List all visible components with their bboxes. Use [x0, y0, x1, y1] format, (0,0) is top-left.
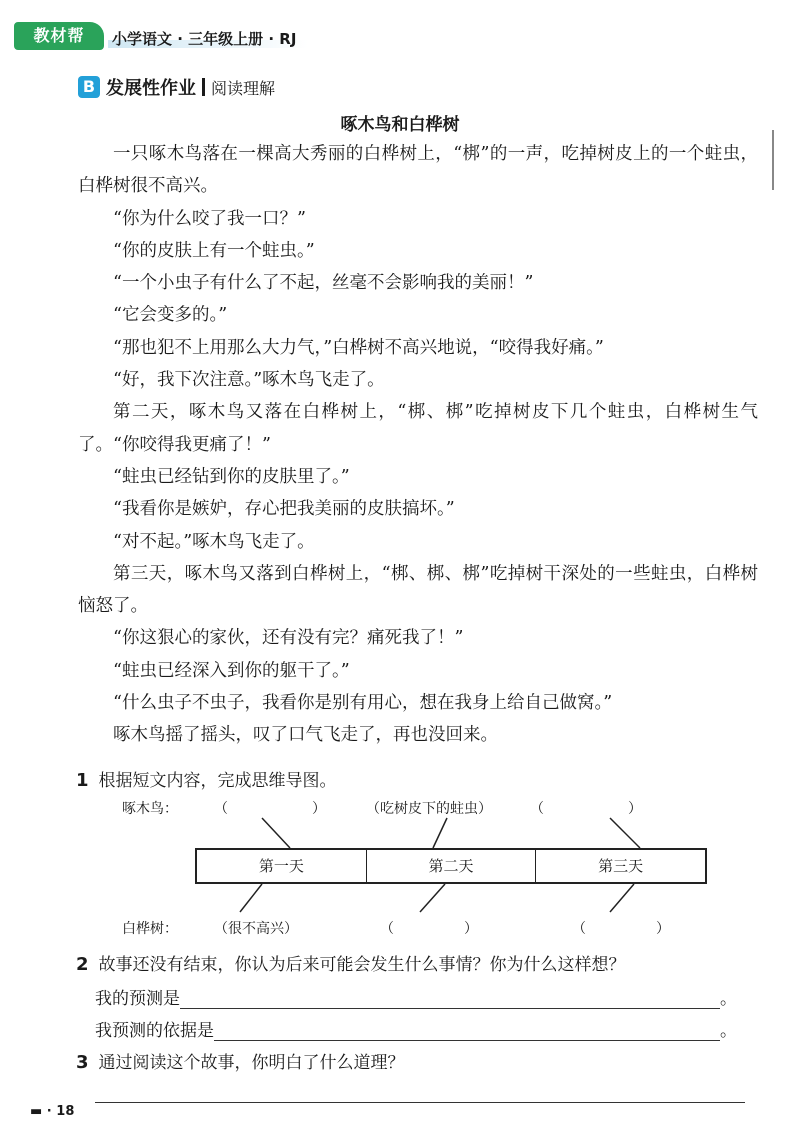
- question-text: 通过阅读这个故事，你明白了什么道理？: [98, 1053, 405, 1073]
- brand-badge: 教材帮: [14, 22, 104, 50]
- page-number-value: 18: [56, 1104, 75, 1119]
- given-answer-day1-birch: （很不高兴）: [214, 921, 298, 937]
- story-paragraph: “你为什么咬了我一口？”: [113, 208, 306, 229]
- day-1-cell: 第一天: [258, 857, 304, 875]
- story-paragraph: “你的皮肤上有一个蛀虫。”: [113, 240, 315, 261]
- question-text: 故事还没有结束，你认为后来可能会发生什么事情？你为什么这样想？: [98, 955, 626, 975]
- book-subject: 小学语文 · 三年级上册 · RJ: [112, 30, 297, 48]
- story-paragraph: “那也犯不上用那么大力气，”白桦树不高兴地说，“咬得我好痛。”: [113, 337, 604, 358]
- story-paragraph: “你这狠心的家伙，还有没有完？痛死我了！”: [113, 628, 464, 649]
- answer-blank-day1-woodpecker[interactable]: （ ）: [214, 801, 326, 817]
- story-paragraph: “它会变多的。”: [113, 305, 228, 326]
- story-paragraph: “一个小虫子有什么了不起，丝毫不会影响我的美丽！”: [113, 273, 534, 294]
- story-paragraph: “什么虫子不虫子，我看你是别有用心，想在我身上给自己做窝。”: [113, 693, 613, 714]
- answer-blank-day3-birch[interactable]: （ ）: [572, 921, 670, 937]
- story-paragraph: “对不起。”啄木鸟飞走了。: [113, 531, 315, 552]
- story-paragraph: “好，我下次注意。”啄木鸟飞走了。: [113, 370, 385, 391]
- question-number: 2: [76, 954, 89, 975]
- day-2-cell: 第二天: [366, 850, 536, 882]
- day-3-cell: 第三天: [535, 850, 705, 882]
- question-text: 根据短文内容，完成思维导图。: [98, 771, 337, 791]
- birch-label: 白桦树：: [122, 921, 178, 937]
- reason-label: 我预测的依据是: [95, 1021, 214, 1041]
- story-paragraph: 啄木鸟摇了摇头，叹了口气飞走了，再也没回来。: [113, 725, 498, 746]
- story-paragraph: 一只啄木鸟落在一棵高大秀丽的白桦树上，“梆”的一声，吃掉树皮上的一个蛀虫，白桦树很不高兴。: [78, 144, 758, 197]
- prediction-end-mark: 。: [720, 989, 737, 1009]
- story-paragraph: 第三天，啄木鸟又落到白桦树上，“梆、梆、梆”吃掉树干深处的一些蛀虫，白桦树恼怒了。: [78, 563, 758, 617]
- woodpecker-label: 啄木鸟：: [122, 801, 178, 817]
- prediction-answer-line[interactable]: [180, 990, 720, 1009]
- question-3: [76, 1048, 405, 1073]
- given-answer-day2-woodpecker: （吃树皮下的蛀虫）: [366, 801, 492, 817]
- answer-blank-day3-woodpecker[interactable]: （ ）: [530, 801, 642, 817]
- section-subtitle: 阅读理解: [211, 78, 276, 98]
- prediction-label: 我的预测是: [95, 989, 180, 1009]
- story-title: 啄木鸟和白桦树: [340, 115, 460, 135]
- story-paragraph: “蛀虫已经钻到你的皮肤里了。”: [113, 466, 350, 487]
- answer-line-q3[interactable]: [95, 1102, 745, 1103]
- reason-end-mark: 。: [720, 1021, 737, 1041]
- story-paragraph: 第二天，啄木鸟又落在白桦树上，“梆、梆”吃掉树皮下几个蛀虫，白桦树生气了。“你咬得我更痛了！”: [78, 402, 758, 455]
- mind-map-days: [195, 848, 707, 884]
- question-2: [76, 950, 626, 975]
- reason-answer-line[interactable]: [214, 1022, 720, 1041]
- question-number: 3: [76, 1052, 89, 1073]
- story-paragraph: “我看你是嫉妒，存心把我美丽的皮肤搞坏。”: [113, 499, 455, 520]
- page-number: ▬ · 18: [30, 1104, 75, 1119]
- section-title: 发展性作业: [106, 78, 196, 99]
- section-badge: B: [78, 76, 100, 98]
- prediction-row: [95, 984, 737, 1009]
- reason-row: [95, 1016, 737, 1041]
- answer-blank-day2-birch[interactable]: （ ）: [380, 921, 478, 937]
- question-number: 1: [76, 770, 89, 791]
- story-paragraph: “蛀虫已经深入到你的躯干了。”: [113, 660, 350, 681]
